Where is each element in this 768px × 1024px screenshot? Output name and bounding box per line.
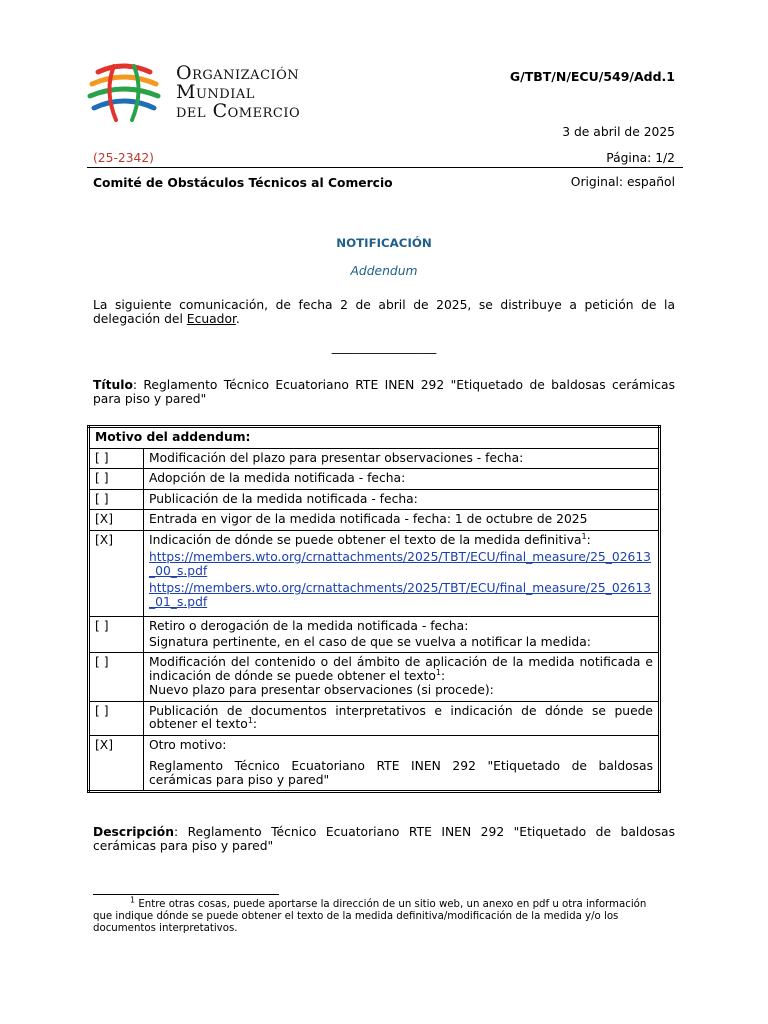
table-row — [89, 489, 660, 510]
original-language: Original: español — [570, 175, 675, 189]
description-paragraph — [93, 825, 675, 853]
logo-line-1: Organización — [176, 62, 300, 84]
title-label: Título — [93, 378, 133, 392]
row-mark: [X] — [89, 735, 144, 792]
row-mark: [ ] — [89, 701, 144, 735]
description-label: Descripción — [93, 825, 174, 839]
footnote-ref: 1 — [247, 715, 253, 725]
row-text: Entrada en vigor de la medida notificada - fecha: 1 de octubre de 2025 — [144, 510, 660, 531]
footnote-text: Entre otras cosas, puede aportarse la dirección de un sitio web, un anexo en pdf u otra información que indique dónde se puede obtener el texto de la medida definitiva/modificación de la medida y/o los documentos interpretativos. — [93, 899, 647, 934]
addendum-table — [87, 425, 661, 793]
row-text-suffix: : — [440, 668, 446, 683]
table-row — [89, 448, 660, 469]
row-text: Publicación de la medida notificada - fecha: — [144, 489, 660, 510]
table-row — [89, 469, 660, 490]
wto-emblem-icon — [84, 58, 164, 124]
row-text — [144, 735, 660, 792]
intro-end: . — [235, 312, 240, 326]
reference-number: (25-2342) — [93, 151, 154, 165]
table-row — [89, 530, 660, 617]
logo-line-2: Mundial — [176, 81, 255, 103]
row-text-main-wrap — [149, 656, 653, 683]
row-mark: [X] — [89, 510, 144, 531]
table-row — [89, 735, 660, 792]
row-text-suffix: : — [252, 717, 257, 731]
wto-logo — [84, 58, 164, 124]
footnote-divider — [93, 894, 279, 895]
notification-heading: NOTIFICACIÓN — [336, 236, 432, 250]
separator-line: _________________ — [331, 340, 437, 354]
intro-text: La siguiente comunicación, de fecha 2 de abril de 2025, se distribuye a petición de la delegación del — [93, 298, 675, 326]
intro-paragraph — [93, 298, 675, 326]
row-text — [144, 653, 660, 702]
row-text-main: Indicación de dónde se puede obtener el texto de la medida definitiva — [149, 532, 582, 547]
table-row — [89, 617, 660, 653]
row-text-main: Otro motivo: — [149, 737, 227, 752]
row-mark: [ ] — [89, 617, 144, 653]
row-text-line2: Nuevo plazo para presentar observaciones (si procede): — [149, 683, 494, 697]
row-text: Adopción de la medida notificada - fecha: — [144, 469, 660, 490]
table-row — [89, 653, 660, 702]
row-text-line2: Signatura pertinente, en el caso de que se vuelva a notificar la medida: — [149, 634, 591, 649]
row-text-main: Modificación del contenido o del ámbito de aplicación de la medida notificada e indicación de dónde se puede obtener el texto — [149, 655, 653, 683]
row-mark: [ ] — [89, 653, 144, 702]
row-text — [144, 701, 660, 735]
row-text-suffix: : — [586, 532, 591, 547]
footnote — [93, 895, 663, 935]
intro-country: Ecuador — [186, 312, 236, 326]
table-header-row — [89, 427, 660, 449]
row-text-main: Retiro o derogación de la medida notificada - fecha: — [149, 619, 469, 633]
row-text-main: Publicación de documentos interpretativos e indicación de dónde se puede obtener el texto — [149, 703, 653, 731]
footnote-ref: 1 — [581, 531, 587, 541]
footnote-number: 1 — [130, 895, 136, 905]
header-divider — [87, 167, 683, 168]
row-text — [144, 617, 660, 653]
row-text — [144, 530, 660, 617]
final-measure-link-1[interactable]: https://members.wto.org/crnattachments/2025/TBT/ECU/final_measure/25_02613_00_s.pdf — [149, 550, 651, 578]
page-number: Página: 1/2 — [606, 151, 675, 165]
footnote-ref: 1 — [435, 667, 441, 677]
title-text: : Reglamento Técnico Ecuatoriano RTE INEN 292 "Etiquetado de baldosas cerámicas para piso y pared" — [93, 378, 675, 406]
row-mark: [ ] — [89, 489, 144, 510]
document-date: 3 de abril de 2025 — [562, 125, 675, 139]
row-mark: [X] — [89, 530, 144, 617]
table-row — [89, 510, 660, 531]
document-symbol: G/TBT/N/ECU/549/Add.1 — [509, 69, 675, 84]
title-paragraph — [93, 378, 675, 406]
table-row — [89, 701, 660, 735]
logo-line-3: del Comercio — [176, 100, 301, 122]
row-mark: [ ] — [89, 469, 144, 490]
row-text: Modificación del plazo para presentar observaciones - fecha: — [144, 448, 660, 469]
committee-name: Comité de Obstáculos Técnicos al Comercio — [93, 176, 393, 190]
row-mark: [ ] — [89, 448, 144, 469]
row-text-line2: Reglamento Técnico Ecuatoriano RTE INEN 292 "Etiquetado de baldosas cerámicas para piso y pared" — [149, 759, 653, 787]
description-text: : Reglamento Técnico Ecuatoriano RTE INEN 292 "Etiquetado de baldosas cerámicas para piso y pared" — [93, 825, 675, 853]
table-header: Motivo del addendum: — [89, 427, 660, 449]
final-measure-link-2[interactable]: https://members.wto.org/crnattachments/2025/TBT/ECU/final_measure/25_02613_01_s.pdf — [149, 581, 651, 609]
addendum-subheading: Addendum — [350, 264, 418, 278]
